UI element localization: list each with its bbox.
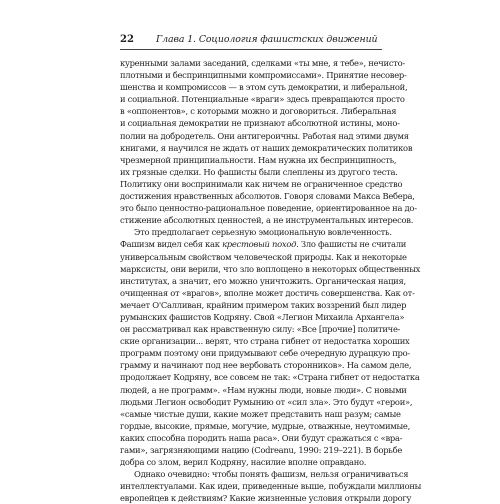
text-line: румынских фашистов Кодряну. Свой «Легион Михаила Архангела» [120, 311, 405, 322]
text-line: марксисты, они верили, что зло воплощено в некоторых общественных [120, 263, 421, 274]
text-line: «самые чистые души, какие может представить наш разум; самые [120, 408, 401, 419]
text-line: куренными залами заседаний, сделками «ты мне, я тебе», нечисто- [120, 58, 405, 68]
text-line: плотными и беспринципными компромиссами». Принятие несовер- [120, 70, 407, 81]
text-line: и социальная демократии не признают абсолютной истины, моно- [120, 118, 400, 129]
text-line: он рассматривал как нравственную силу: «Все [прочие] политиче- [120, 324, 401, 335]
text-line: это было ценностно-рациональное поведение, ориентированное на до- [120, 203, 417, 214]
header-rule [120, 49, 382, 50]
chapter-title: Глава 1. Социология фашистских движений [156, 34, 378, 45]
text-line: достижения нравственных абсолютов. Говоря словами Макса Вебера, [120, 191, 415, 202]
text-line: книгами, я научился не ждать от наших демократических политиков [120, 142, 413, 153]
running-head [120, 34, 382, 48]
text-line: стижение абсолютных ценностей, а не инструментальных интересов. [120, 215, 414, 226]
text-line: очищенная от «врагов», вполне может достичь совершенства. Как от- [120, 287, 415, 298]
text-line: гордые, высокие, прямые, могучие, мудрые, отважные, неутомимые, [120, 420, 410, 431]
text-line: грамму и начинают под нее вербовать сторонников». На самом деле, [120, 360, 412, 371]
text-line: добра со злом, верил Кодряну, насилие вполне оправдано. [120, 457, 367, 468]
text-line: и социальной. Потенциальные «враги» здесь превращаются просто [120, 94, 405, 105]
page-number: 22 [120, 34, 134, 45]
text-line: людей, а не программ». «Нам нужны люди, новые люди». С новыми [120, 384, 407, 395]
text-line: шенства и компромиссов — в этом суть демократии, и либеральной, [120, 82, 408, 93]
text-line: институтах, а значит, его можно уничтожить. Органическая нация, [120, 275, 406, 286]
text-line: европейцев к действиям? Какие жизненные условия открыли дорогу [120, 493, 412, 504]
text-line: людьми Легион освободит Румынию от «сил зла». Это будут «герои», [120, 396, 413, 407]
text-line: каких способна породить наша раса». Они будут сражаться с «вра- [120, 432, 403, 443]
text-line: универсальным свойством человеческой природы. Как и некоторые [120, 251, 407, 262]
text-line: Фашизм видел себя как крестовый поход. Зло фашисты не считали [120, 239, 407, 250]
text-line: Однако очевидно: чтобы понять фашизм, нельзя ограничиваться [134, 469, 409, 480]
text-line: полии на добродетель. Они антигероичны. Работая над этими двумя [120, 130, 409, 141]
text-line: продолжает Кодряну, все совсем не так: «Страна гибнет от недостатка [120, 372, 420, 383]
text-line: Это предполагает серьезную эмоциональную вовлеченность. [134, 227, 392, 238]
text-line: гами», загрязняющими нацию (Codreanu, 1990: 219–221). В борьбе [120, 445, 403, 455]
text-line: программ поэтому они придумывают себе очередную дурацкую про- [120, 348, 410, 359]
text-line: мечает О'Салливан, крайним примером таких воззрений был лидер [120, 299, 407, 310]
text-line: ские организации... верят, что страна гибнет от недостатка хороших [120, 336, 410, 347]
body-text [120, 57, 422, 504]
text-line: их грязные сделки. Но фашисты были слеплены из другого теста. [120, 166, 398, 177]
text-line: чрезмерной принципиальности. Нам нужна их беспринципность, [120, 154, 397, 165]
text-line: Политику они воспринимали как ничем не ограниченное средство [120, 178, 403, 189]
italic-phrase: крестовый поход [222, 239, 297, 250]
text-line: в «оппонентов», с которыми можно и договориться. Либеральная [120, 106, 397, 117]
text-line: интеллектуалами. Как идеи, приведенные выше, побуждали миллионы [120, 481, 422, 492]
